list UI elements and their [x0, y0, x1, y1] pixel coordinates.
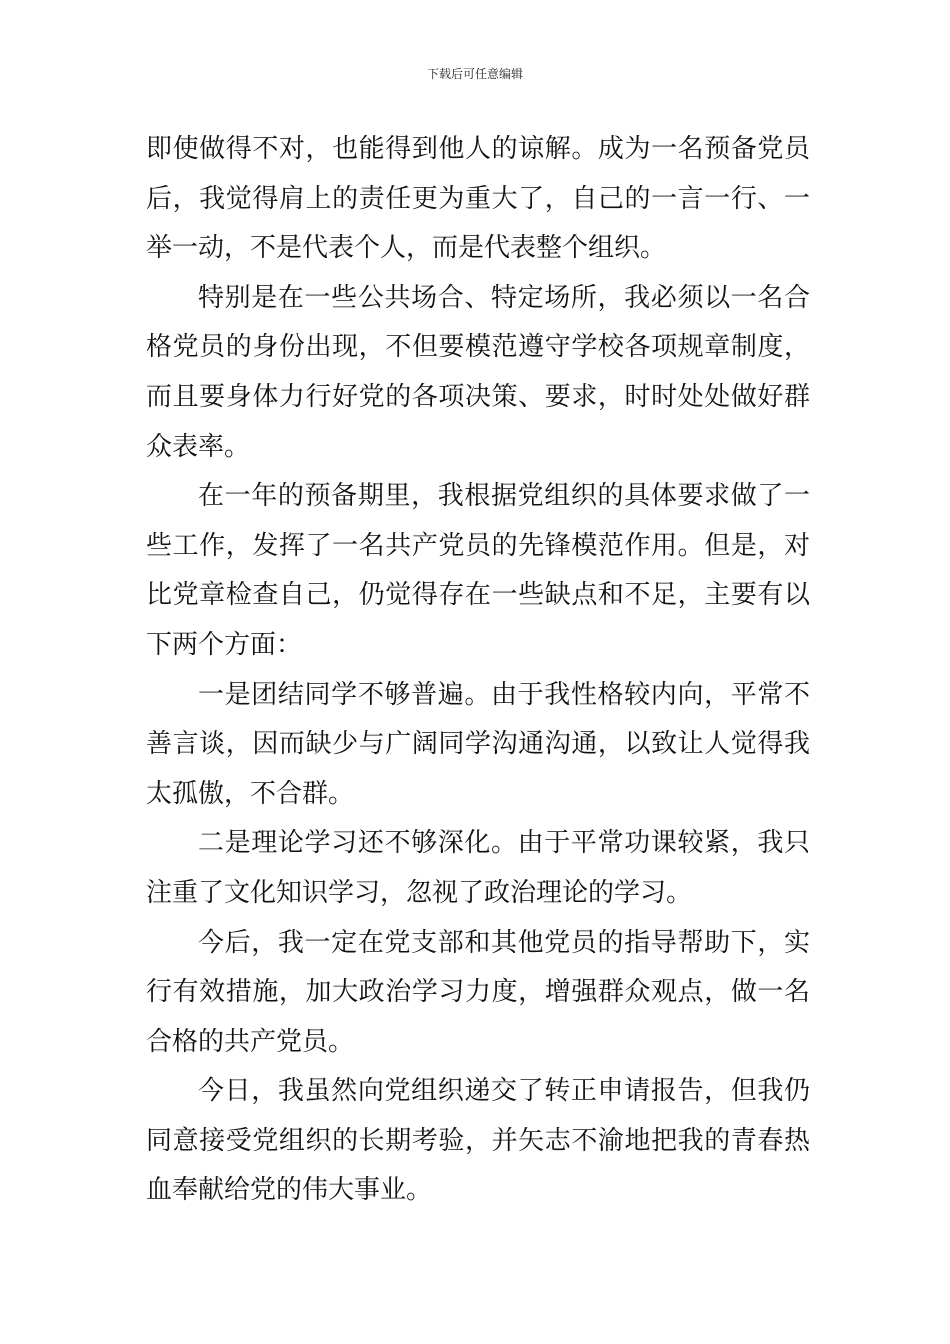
page-header: 下载后可任意编辑 [426, 67, 523, 81]
paragraph: 特别是在一些公共场合、特定场所，我必须以一名合格党员的身份出现，不但要模范遵守学校各项规章制度，而且要身体力行好党的各项决策、要求，时时处处做好群众表率。 [146, 282, 810, 462]
paragraph: 今后，我一定在党支部和其他党员的指导帮助下，实行有效措施，加大政治学习力度，增强群众观点，做一名合格的共产党员。 [146, 927, 810, 1057]
paragraph: 二是理论学习还不够深化。由于平常功课较紧，我只注重了文化知识学习，忽视了政治理论的学习。 [146, 828, 810, 908]
paragraph: 今日，我虽然向党组织递交了转正申请报告，但我仍同意接受党组织的长期考验，并矢志不渝地把我的青春热血奉献给党的伟大事业。 [146, 1076, 810, 1206]
document-body [146, 125, 810, 1216]
paragraph: 一是团结同学不够普遍。由于我性格较内向，平常不善言谈，因而缺少与广阔同学沟通沟通，以致让人觉得我太孤傲，不合群。 [146, 679, 810, 809]
paragraph: 即使做得不对，也能得到他人的谅解。成为一名预备党员后，我觉得肩上的责任更为重大了，自己的一言一行、一举一动，不是代表个人，而是代表整个组织。 [146, 134, 810, 264]
paragraph: 在一年的预备期里，我根据党组织的具体要求做了一些工作，发挥了一名共产党员的先锋模范作用。但是，对比党章检查自己，仍觉得存在一些缺点和不足，主要有以下两个方面： [146, 481, 810, 660]
